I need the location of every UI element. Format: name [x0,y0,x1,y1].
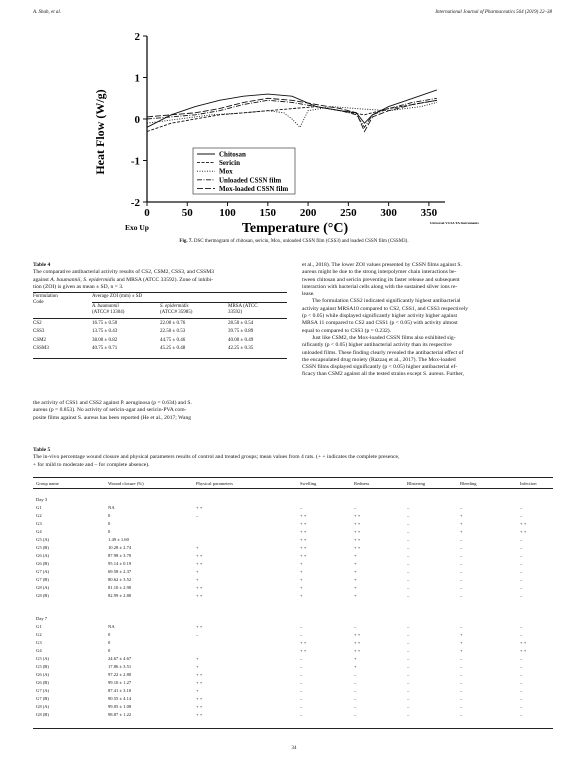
right-text-line: activity against MRSA10 compared to CS2, CSS1, and CSS3 respectively [302,305,469,312]
table5-cell: – [460,704,463,709]
table5-cell: + + [196,712,203,717]
table5-cell: – [520,688,523,693]
table5-header: Wound closure (%) [108,481,144,486]
table5-cell: – [520,561,523,566]
table5-cell: – [407,632,410,637]
table5-group-name: G7 (A) [36,569,50,574]
table5-group-name: G1 [36,505,42,510]
x-axis-label: Temperature (°C) [241,221,349,236]
table4-cell: 44.75 ± 0.46 [160,337,186,343]
table5-cell: – [354,680,357,685]
x-tick-label: 200 [299,207,317,219]
table5-cell: + + [300,545,307,550]
table5-cell: – [407,640,410,645]
table5-cell: + + [354,648,361,653]
table5-caption-line-2: + for mild to moderate and – for complete absence). [33,461,150,468]
left-text-line: aureus (p = 0.853). No activity of sericin-agar and sericin-PVA com- [33,407,187,414]
left-text-line: the activity of CSS1 and CSS2 against P. aeruginosa (p = 0.634) and S. [33,400,192,406]
table5-day7-label: Day 7 [36,616,48,621]
table5-cell: – [520,632,523,637]
table5-cell: 0 [108,529,111,534]
table5-cell: + [354,585,357,590]
table5-cell: + [300,593,303,598]
table5-header: Group name [36,481,59,486]
table5-cell: + [354,656,357,661]
table5-cell: – [460,624,463,629]
table5-cell: – [520,680,523,685]
table5-cell: + + [354,529,361,534]
table5-cell: – [300,672,303,677]
table5-cell: – [460,688,463,693]
table5-cell: – [520,585,523,590]
table5-cell: – [354,672,357,677]
table5-cell: + + [196,624,203,629]
table4-cell: 28.50 ± 0.54 [228,321,254,326]
table5-cell: + + [354,521,361,526]
table4-row-code: CS2 [33,321,42,326]
table5-cell: – [196,513,199,518]
table4-block [33,262,287,291]
y-tick-label: -2 [130,197,140,209]
table5-cell: 24.67 ± 4.67 [108,656,132,661]
table5-cell: + [300,569,303,574]
table5-group-name: G5 (B) [36,545,49,550]
table5-cell: – [407,529,410,534]
table5-cell: + [354,569,357,574]
table5-cell: – [460,664,463,669]
table5-group-name: G8 (A) [36,585,50,590]
table5-cell: – [407,704,410,709]
table5-cell: 10.28 ± 2.74 [108,545,132,550]
right-text-line: interaction with bacterial cells along with the sustained silver ions re- [302,283,458,290]
table5-cell: + [460,632,463,637]
table5-cell: – [407,664,410,669]
right-text-line: et al., 2018). The lower ZOI values presented by CSSN films against S. [302,262,462,268]
table5-cell: 87.98 ± 3.70 [108,553,132,558]
running-header-left: A. Shah, et al. [33,10,62,15]
table5-cell: – [520,545,523,550]
table5-cell: – [460,696,463,701]
table5-cell: 80.62 ± 3.52 [108,577,132,582]
table5-cell: – [460,585,463,590]
left-text-line: posite films against S. aureus has been reported (He et al., 2017; Wang [33,414,192,421]
y-tick-label: 2 [134,31,140,43]
table5-cell: 87.41 ± 3.10 [108,688,132,693]
x-tick-label: 250 [340,207,357,219]
table5-group-name: G5 (A) [36,537,50,542]
running-header-right: International Journal of Pharmaceutics 564 (2019) 22–38 [435,10,552,15]
table4-cell: 22.00 ± 0.76 [160,321,186,326]
x-tick-label: 150 [259,207,277,219]
table5-caption-line-1: The in-vivo percentage wound closure and physical parameters results of control and treated groups; mean values from 4 rats. (+ + indicates the complete presence, [33,454,400,461]
table5-group-name: G2 [36,632,42,637]
table4-subcolumn: MRSA (ATCC 33592) [228,304,258,316]
table5-cell: – [460,656,463,661]
table5-cell: – [300,712,303,717]
table5-cell: 99.10 ± 1.27 [108,680,132,685]
table5-cell: + [354,664,357,669]
table4-cell: 39.75 ± 0.89 [228,329,254,335]
table5-cell: – [520,513,523,518]
table5-cell: – [460,545,463,550]
table4-cell: 45.25 ± 0.48 [160,345,186,351]
table5-cell: 17.86 ± 3.51 [108,664,132,669]
table5-header: Infection [520,481,537,486]
table5-label: Table 5 [33,447,51,453]
table4-cell: 38.00 ± 0.82 [92,337,118,343]
table5-cell: – [520,577,523,582]
table5-cell: – [407,688,410,693]
table5-cell: – [407,585,410,590]
table5-header: Blistering [407,481,426,486]
table5-cell: – [354,688,357,693]
table4-subcolumn: S. epidermidis (ATCC# 35985) [160,304,193,316]
table5-cell: – [520,704,523,709]
table5-cell: + + [300,640,307,645]
table5-cell: – [460,680,463,685]
figure-caption [0,239,588,245]
table5-group-name: G6 (A) [36,553,50,558]
table5-cell: – [300,664,303,669]
table4-caption-line-3: tion (ZOI) is given as mean ± SD, n = 3. [33,283,124,290]
table5-cell: + [354,577,357,582]
table5-cell: – [520,712,523,717]
table5-group-name: G7 (B) [36,577,49,582]
table5-group-name: G1 [36,624,42,629]
table5-cell: + + [300,521,307,526]
y-tick-label: -1 [130,155,140,168]
table5-cell: – [354,696,357,701]
dsc-thermogram-chart [85,24,505,236]
y-tick-label: 0 [134,114,140,126]
table5-cell: 90.55 ± 4.14 [108,696,132,701]
right-text-line: tween chitosan and sericin preventing its faster release and subsequent [302,276,460,283]
table5-cell: + [460,521,463,526]
legend-label: Unloaded CSSN film [219,176,282,185]
table5-cell: – [354,704,357,709]
table4-caption-line-2: against A. baumannii, S. epidermidis and MRSA (ATCC 33592). Zone of inhibi- [33,276,214,283]
table5-cell: + + [196,561,203,566]
table5-cell: 81.10 ± 2.90 [108,585,132,590]
table4-cell: 22.50 ± 0.53 [160,329,186,335]
table5-header: Swelling [300,481,317,486]
table4-caption-line-1: The comparative antibacterial activity results of CS2, CSM2, CSS3, and CSSM3 [33,269,215,276]
table5-cell: + [196,569,199,574]
table4-row-code: CSSM3 [33,345,49,351]
table5-cell: + + [300,553,307,558]
figure-caption-text: DSC thermogram of chitosan, sericin, Mox, unloaded CSSN film (CSS3) and loaded CSSN film (CSSM3). [193,239,409,244]
table5-cell: – [407,545,410,550]
table5-cell: – [460,577,463,582]
table5-cell: + [196,577,199,582]
right-text-line: aureus might be due to the strong interpolymer chain interactions be- [302,269,457,276]
table5-cell: + [354,593,357,598]
series-line-0 [147,90,437,127]
table4-cell: 42.25 ± 0.35 [228,345,254,351]
table5-cell: + + [354,545,361,550]
table5-cell: – [407,656,410,661]
table5-cell: + [196,688,199,693]
table5-cell: + [354,561,357,566]
table5-cell: – [407,553,410,558]
table5-group-name: G4 [36,529,42,534]
table5-cell: – [520,505,523,510]
table5-cell: – [407,537,410,542]
table5-cell: – [460,569,463,574]
page-number: 34 [291,746,297,751]
table5-cell: – [460,712,463,717]
table5-cell: + + [196,672,203,677]
x-tick-label: 100 [219,207,236,219]
table5-cell: – [520,672,523,677]
table5-cell: + [196,664,199,669]
table5-cell: 82.99 ± 2.80 [108,593,132,598]
table5-cell: – [520,696,523,701]
x-tick-label: 350 [420,207,438,219]
table5-cell: – [300,632,303,637]
table5-cell: + + [196,585,203,590]
x-tick-label: 50 [181,207,193,219]
table4-label: Table 4 [33,262,51,268]
table5-cell: + + [300,537,307,542]
table5-cell: 0 [108,648,111,653]
table4-header-group: Average ZOI (mm) ± SD [92,294,143,299]
table5-cell: + [300,561,303,566]
right-text-line: lease. [302,291,315,298]
table5-cell: – [460,593,463,598]
table5-header: Physical parameters [196,481,233,486]
instrument-label: Universal V4.5A TA Instruments [430,221,479,225]
table5-cell: 0 [108,632,111,637]
y-tick-label: 1 [134,72,140,85]
chart-legend [193,148,295,194]
series-line-2 [147,102,437,127]
table5-group-name: G2 [36,513,42,518]
right-text-line: unloaded films. These finding clearly revealed the antibacterial effect of [302,349,464,356]
right-text-line: CSSN films displayed significantly (p < 0.05) higher antibacterial ef- [302,364,458,371]
table5-block [33,447,553,469]
table5-cell: + + [520,529,527,534]
table5-cell: – [407,577,410,582]
table5-group-name: G7 (A) [36,688,50,693]
table5-cell: + [460,640,463,645]
table5-cell: + + [300,513,307,518]
table5-cell: – [407,505,410,510]
right-text-line: MRSA 11 compared to CS2 and CSS1 (p < 0.05) with activity almost [302,320,458,327]
table5-cell: – [407,624,410,629]
table5-header: Redness [354,481,370,486]
table5-cell: 0 [108,521,111,526]
table5-cell: + [300,585,303,590]
table5-cell: – [300,688,303,693]
table5-cell: – [520,569,523,574]
chart-series [147,90,437,132]
table5-cell: NA [108,624,115,629]
table5-cell: – [407,593,410,598]
table4-cell: 16.75 ± 0.50 [92,321,118,326]
table5-cell: + + [354,537,361,542]
table5-group-name: G6 (A) [36,672,50,677]
right-column-text [302,262,554,379]
table5-cell: – [520,537,523,542]
table5-cell: – [407,672,410,677]
table4-cell: 13.75 ± 0.43 [92,329,118,335]
table5-cell: – [300,704,303,709]
table5-header: Bleeding [460,481,477,486]
table5-cell: + [460,513,463,518]
table5-cell: – [520,656,523,661]
series-line-4 [147,98,437,131]
right-text-line: equal to compared to CSS3 (p = 0.232). [302,327,392,334]
table5-group-name: G8 (A) [36,704,50,709]
table5-group-name: G3 [36,521,42,526]
right-text-line: ficacy than CSM2 against all the tested strains except S. aureus. Further, [302,371,464,378]
table5-cell: + + [354,513,361,518]
legend-label: Sericin [219,159,240,168]
table5-group-name: G8 (B) [36,593,49,598]
right-text-line: (p < 0.05) while displayed significantly higher activity higher against [302,313,458,320]
table5-cell: – [407,648,410,653]
table5-cell: + + [196,680,203,685]
table5-cell: – [354,712,357,717]
table5-cell: 0 [108,513,111,518]
table4-subcolumn: A. baumannii (ATCC# 13304) [92,304,125,316]
table4-cell: 40.00 ± 0.49 [228,337,254,343]
table5-cell: + [300,577,303,582]
table5-cell: + [196,545,199,550]
table5-cell: + + [520,521,527,526]
table5-group-name: G5 (B) [36,664,49,669]
table5-cell: + + [300,648,307,653]
legend-label: Mox [219,167,233,176]
right-text-line: Just like CSM2, the Mox-loaded CSSN films also exhibited sig- [312,334,456,341]
table5-group-name: G5 (A) [36,656,50,661]
x-tick-label: 300 [380,207,397,219]
table5-cell: – [407,680,410,685]
table5-cell: – [196,632,199,637]
table5-cell: – [520,553,523,558]
table5-cell: – [460,505,463,510]
legend-label: Chitosan [219,150,246,159]
table5-cell: + + [520,648,527,653]
table5-cell: 99.05 ± 1.08 [108,704,132,709]
table5-cell: 97.22 ± 2.80 [108,672,132,677]
table5-cell: – [407,561,410,566]
table5-cell: + + [196,593,203,598]
table5-cell: – [300,624,303,629]
right-text-line: The formulation CSS2 indicated significantly highest antibacterial [312,298,461,305]
table4-row-code: CSS3 [33,329,45,335]
table4-header-code: Formulation Code [33,294,58,306]
y-axis-label: Heat Flow (W/g) [93,89,107,175]
legend-label: Mox-loaded CSSN film [219,184,289,193]
table5-cell: – [300,505,303,510]
table5-cell: – [407,521,410,526]
table5-group-name: G6 (B) [36,680,49,685]
table5-cell: – [460,672,463,677]
table5-cell: – [407,696,410,701]
table5-group-name: G3 [36,640,42,645]
table5-cell: + [354,553,357,558]
table5-cell: + + [196,704,203,709]
table5-group-name: G4 [36,648,42,653]
table5-cell: – [520,664,523,669]
x-tick-label: 0 [144,207,150,219]
right-text-line: the encapsulated drug moiety (Razzaq et al., 2017). The Mox-loaded [302,356,456,363]
table5-day3-label: Day 3 [36,497,48,502]
left-column-text [33,400,287,422]
table5-cell: – [407,513,410,518]
table5-cell: + + [354,640,361,645]
table5-cell: 95.14 ± 0.19 [108,561,132,566]
table5-cell: – [300,680,303,685]
exo-up-label: Exo Up [125,223,149,232]
figure-caption-label: Fig. 7. [179,239,193,244]
table5-cell: + [196,656,199,661]
table5-cell: 69.58 ± 2.37 [108,569,132,574]
table5-cell: – [407,712,410,717]
table5-cell: 1.49 ± 1.60 [108,537,129,542]
table5-cell: – [460,537,463,542]
table5-cell: 0 [108,640,111,645]
table5-cell: – [407,569,410,574]
table4-cell: 40.75 ± 0.71 [92,345,118,351]
table5-cell: – [460,561,463,566]
table5-group-name: G6 (B) [36,561,49,566]
table5-group-name: G8 (B) [36,712,49,717]
table5-cell: – [300,696,303,701]
table5-cell: – [520,624,523,629]
table5-cell: + + [196,505,203,510]
table4-row-code: CSM2 [33,337,47,343]
table5-cell: – [460,553,463,558]
table5-cell: NA [108,505,115,510]
table5-cell: + + [354,632,361,637]
table5-cell: + [460,529,463,534]
table5-cell: – [354,505,357,510]
table5-cell: – [354,624,357,629]
table5-cell: + + [520,640,527,645]
table5-cell: + + [196,696,203,701]
right-text-line: nificantly (p < 0.05) higher antibacterial activity than its respective [302,342,452,349]
table5-cell: – [300,656,303,661]
table5-cell: + [460,648,463,653]
table5-cell: 98.87 ± 1.22 [108,712,132,717]
table5-cell: + + [300,529,307,534]
table5-cell: – [520,593,523,598]
table5-cell: + + [196,553,203,558]
table5-group-name: G7 (B) [36,696,49,701]
